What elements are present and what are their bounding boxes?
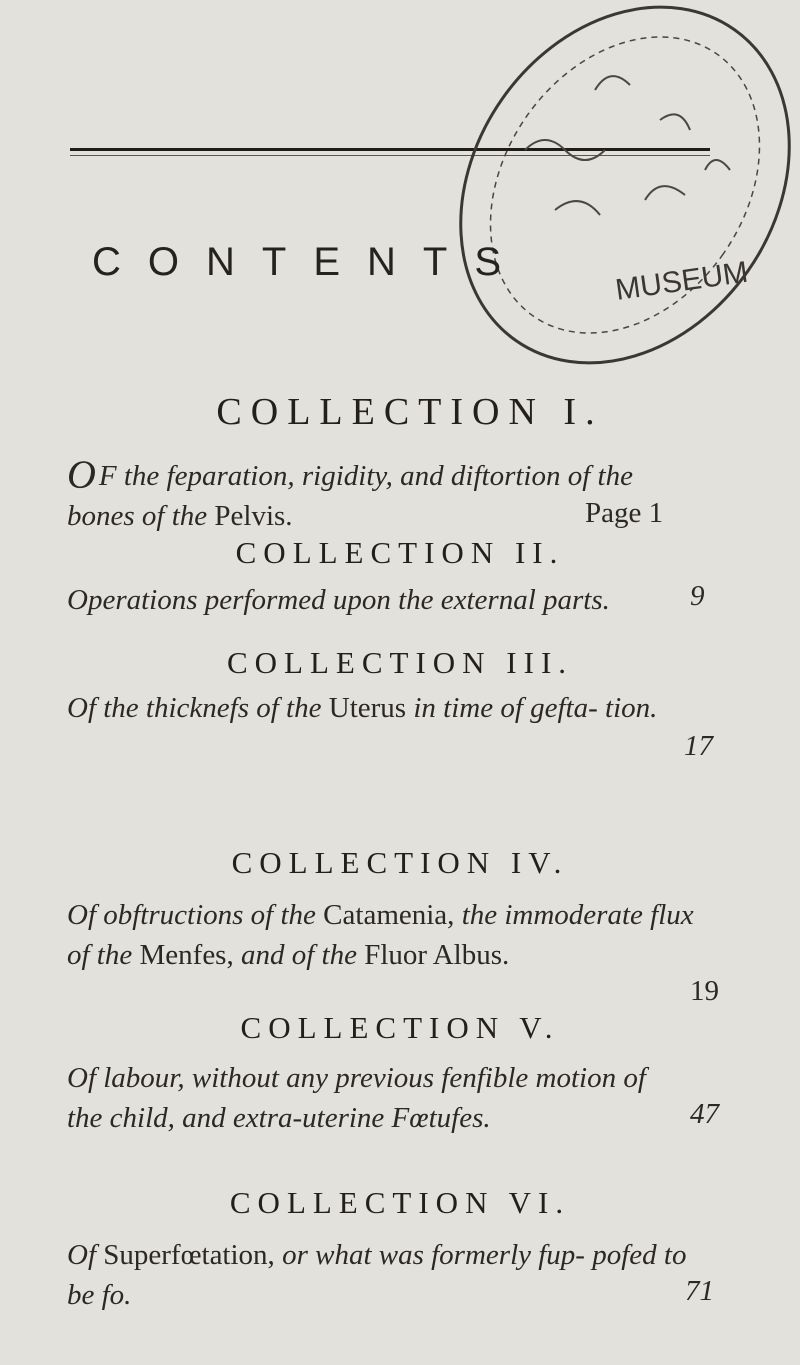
- collection-1-page: Page 1: [585, 497, 664, 529]
- collection-6-title: [67, 1235, 687, 1315]
- title-text: and of the: [233, 939, 365, 971]
- collection-5-title: [67, 1058, 687, 1138]
- title-text-roman: Pelvis.: [214, 500, 293, 532]
- collection-2-title: [67, 580, 707, 620]
- title-text: Of the thicknefs of the: [67, 692, 329, 724]
- collection-1-heading: COLLECTION I.: [216, 391, 604, 433]
- collection-5-heading: COLLECTION V.: [240, 1010, 560, 1045]
- collection-3-page: 17: [684, 730, 713, 762]
- title-text-roman: Superfœtation,: [103, 1239, 275, 1271]
- collection-3-title: [67, 688, 687, 728]
- collection-4-heading: COLLECTION IV.: [231, 845, 569, 880]
- title-text: Operations performed upon the external parts.: [67, 584, 610, 616]
- page-title: CONTENTS: [92, 240, 528, 284]
- collection-4-page: 19: [690, 975, 719, 1007]
- title-text-roman: Fluor Albus.: [364, 939, 510, 971]
- collection-4-title: [67, 895, 707, 975]
- drop-cap: O: [67, 452, 96, 497]
- collection-2-page: 9: [690, 580, 705, 612]
- title-text: Of obftructions of the: [67, 899, 324, 931]
- collection-6-page: 71: [685, 1275, 714, 1307]
- collection-5-page: 47: [690, 1098, 719, 1130]
- collection-6-heading: COLLECTION VI.: [229, 1185, 571, 1220]
- library-stamp: [405, 0, 800, 400]
- title-text-roman: Catamenia,: [323, 899, 455, 931]
- title-text: in time of gefta- tion.: [406, 692, 658, 724]
- title-text: Of: [67, 1239, 104, 1271]
- title-text: or what was formerly fup- pofed to be fo.: [67, 1239, 687, 1311]
- title-text: the immoderate flux of the: [67, 899, 694, 971]
- collection-3-heading: COLLECTION III.: [226, 645, 574, 680]
- title-text: Of labour, without any previous fenfible motion of the child, and extra-uterine Fœtufes.: [67, 1062, 646, 1134]
- title-text-roman: Uterus: [328, 692, 407, 724]
- collection-2-heading: COLLECTION II.: [235, 535, 565, 570]
- title-text: F the feparation, rigidity, and diftortion of the bones of the: [67, 460, 633, 532]
- stamp-text: MUSEUM: [613, 255, 751, 307]
- title-text-roman: Menfes,: [139, 939, 234, 971]
